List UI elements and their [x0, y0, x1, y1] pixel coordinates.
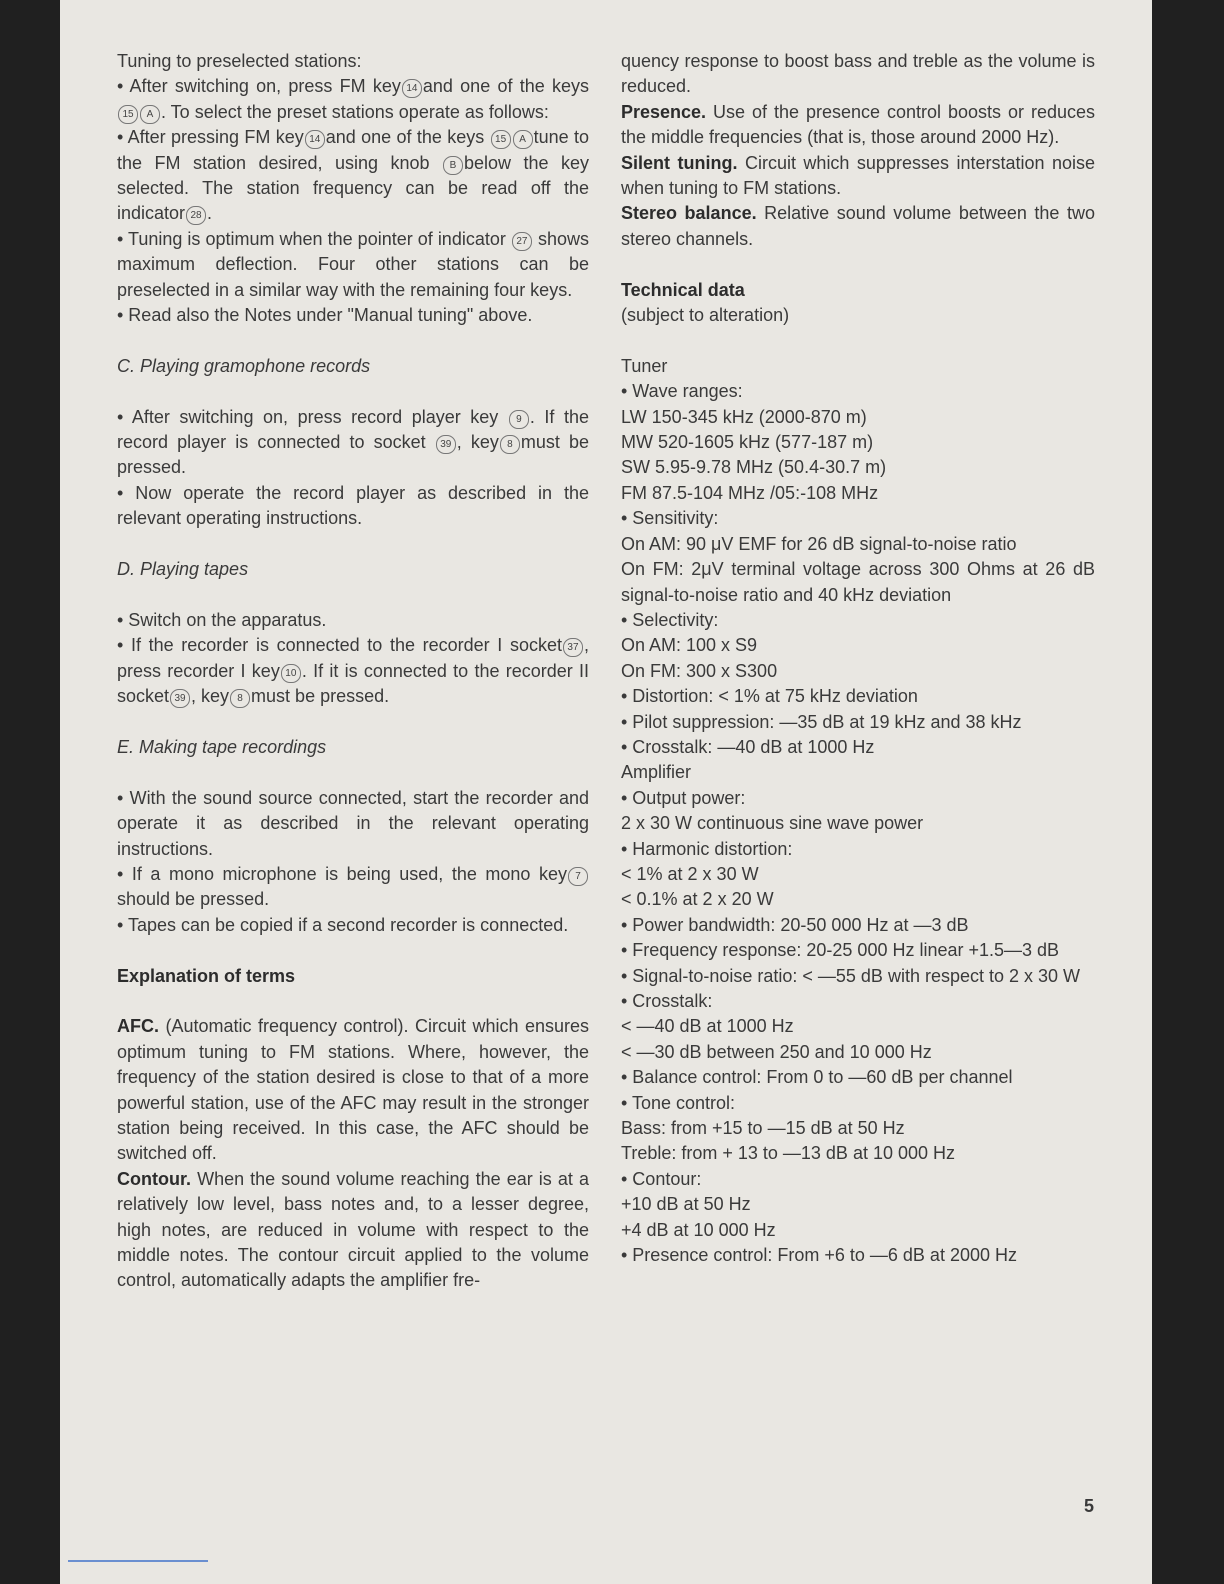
spec-line: 2 x 30 W continuous sine wave power: [621, 813, 924, 834]
spec-line: Tuner: [621, 355, 668, 376]
socket-ref-39: 39: [436, 435, 456, 454]
spec-line: LW 150-345 kHz (2000-870 m): [621, 406, 867, 427]
key-ref-15: 15: [491, 130, 511, 149]
key-ref-9: 9: [509, 410, 529, 429]
spec-line: SW 5.95-9.78 MHz (50.4-30.7 m): [621, 457, 887, 478]
tuning-bullet-4: • Read also the Notes under "Manual tuning" above.: [117, 305, 533, 326]
spec-line: • Frequency response: 20-25 000 Hz linear +1.5—3 dB: [621, 940, 1060, 961]
socket-ref-37: 37: [563, 638, 583, 657]
key-ref-14: 14: [305, 130, 325, 149]
spec-line: < —40 dB at 1000 Hz: [621, 1016, 794, 1037]
socket-ref-39: 39: [170, 689, 190, 708]
key-ref-7: 7: [568, 867, 588, 886]
section-c-bullet-1: • After switching on, press record player key 9 . If the record player is connected to socket 39 , key 8 must be pressed.: [117, 406, 590, 478]
tuning-bullet-3: • Tuning is optimum when the pointer of indicator 27 shows maximum deflection. Four other stations can be preselected in a similar way with the remaining four keys.: [117, 228, 589, 300]
key-ref-10: 10: [281, 664, 301, 683]
spec-line: • Tone control:: [621, 1092, 736, 1113]
spec-line: On FM: 2μV terminal voltage across 300 Ohms at 26 dB signal-to-noise ratio and 40 kHz deviation: [621, 559, 1095, 605]
technical-data-heading: Technical data: [621, 279, 745, 300]
spec-list: [621, 354, 1095, 1269]
section-e-bullet-1: • With the sound source connected, start the recorder and operate it as described in the relevant operating instructions.: [117, 787, 589, 859]
section-d-bullet-1: • Switch on the apparatus.: [117, 609, 327, 630]
indicator-ref-28: 28: [186, 206, 206, 225]
key-ref-8: 8: [230, 689, 250, 708]
spec-line: FM 87.5-104 MHz /05:-108 MHz: [621, 482, 879, 503]
section-e-bullet-2: • If a mono microphone is being used, the mono key 7should be pressed.: [117, 862, 589, 913]
spec-line: • Distortion: < 1% at 75 kHz deviation: [621, 686, 918, 707]
left-column: [117, 49, 589, 1294]
stereo-balance-definition: Stereo balance. Relative sound volume between the two stereo channels.: [621, 203, 1095, 249]
section-d-heading: D. Playing tapes: [117, 559, 249, 580]
key-ref-A: A: [513, 130, 533, 149]
afc-definition: AFC. (Automatic frequency control). Circuit which ensures optimum tuning to FM stations. Where, however, the frequency of the station desired is close to that of a more powerful station, use of the AFC may result in the stronger station being received. In this case, the AFC should be switched off.: [117, 1016, 589, 1164]
spec-line: Bass: from +15 to —15 dB at 50 Hz: [621, 1118, 905, 1139]
key-ref-15: 15: [118, 105, 138, 124]
contour-continued: quency response to boost bass and treble as the volume is reduced.: [621, 51, 1095, 97]
key-ref-A: A: [140, 105, 160, 124]
spec-line: • Selectivity:: [621, 609, 719, 630]
spec-line: Treble: from + 13 to —13 dB at 10 000 Hz: [621, 1143, 956, 1164]
spec-line: < 1% at 2 x 30 W: [621, 863, 759, 884]
spec-line: < —30 dB between 250 and 10 000 Hz: [621, 1041, 932, 1062]
spec-line: +10 dB at 50 Hz: [621, 1194, 751, 1215]
spec-line: On AM: 90 μV EMF for 26 dB signal-to-noise ratio: [621, 533, 1017, 554]
spec-line: • Pilot suppression: —35 dB at 19 kHz and 38 kHz: [621, 711, 1022, 732]
tuning-heading: Tuning to preselected stations:: [117, 51, 362, 71]
spec-line: • Balance control: From 0 to —60 dB per channel: [621, 1067, 1013, 1088]
silent-tuning-definition: Silent tuning. Circuit which suppresses interstation noise when tuning to FM stations.: [621, 152, 1095, 199]
spec-line: • Harmonic distortion:: [621, 838, 793, 859]
spec-line: • Power bandwidth: 20-50 000 Hz at —3 dB: [621, 914, 969, 935]
indicator-ref-27: 27: [512, 232, 532, 251]
presence-definition: Presence. Use of the presence control boosts or reduces the middle frequencies (that is, those around 2000 Hz).: [621, 101, 1095, 148]
tuning-bullet-1: • After switching on, press FM key 14 and one of the keys 15 A . To select the preset stations operate as follows:: [117, 76, 589, 122]
technical-data-subtitle: (subject to alteration): [621, 305, 790, 326]
section-c-heading: C. Playing gramophone records: [117, 355, 371, 376]
key-ref-14: 14: [402, 79, 422, 98]
spec-line: • Presence control: From +6 to —6 dB at 2000 Hz: [621, 1245, 1017, 1266]
manual-page: [60, 0, 1152, 1584]
contour-definition: Contour. When the sound volume reaching the ear is at a relatively low level, bass notes and, to a lesser degree, high notes, are reduced in volume with respect to the middle notes. The contour circuit applied to the volume control, automatically adapts the amplifier fre-: [117, 1168, 589, 1291]
spec-line: • Signal-to-noise ratio: < —55 dB with respect to 2 x 30 W: [621, 965, 1081, 986]
terms-heading: Explanation of terms: [117, 965, 296, 986]
spec-line: < 0.1% at 2 x 20 W: [621, 889, 774, 910]
section-e-bullet-3: • Tapes can be copied if a second recorder is connected.: [117, 914, 569, 935]
spec-line: • Crosstalk:: [621, 991, 713, 1011]
spec-line: On AM: 100 x S9: [621, 635, 758, 656]
spec-line: MW 520-1605 kHz (577-187 m): [621, 432, 874, 453]
section-c-bullet-2: • Now operate the record player as described in the relevant operating instructions.: [117, 482, 589, 529]
spec-line: +4 dB at 10 000 Hz: [621, 1219, 776, 1240]
spec-line: • Wave ranges:: [621, 381, 743, 402]
scan-mark-line: [68, 1560, 208, 1562]
page-number: 5: [1084, 1496, 1095, 1516]
key-ref-8: 8: [500, 435, 520, 454]
spec-line: • Crosstalk: —40 dB at 1000 Hz: [621, 736, 875, 757]
section-e-heading: E. Making tape recordings: [117, 736, 327, 757]
knob-ref-B: B: [443, 156, 463, 175]
spec-line: On FM: 300 x S300: [621, 660, 778, 681]
spec-line: Amplifier: [621, 762, 692, 783]
spec-line: • Sensitivity:: [621, 508, 719, 529]
spec-line: • Contour:: [621, 1168, 702, 1189]
spec-line: • Output power:: [621, 787, 746, 808]
tuning-bullet-2: • After pressing FM key 14 and one of the keys 15 A tune to the FM station desired, using knob B below the key selected. The station frequency can be read off the indicator 28 .: [117, 127, 589, 224]
right-column: [621, 49, 1095, 1268]
section-d-bullet-2: • If the recorder is connected to the recorder I socket 37 , press recorder I key 10 . If it is connected to the recorder II socket 39 , key 8 must be pressed.: [117, 635, 589, 707]
